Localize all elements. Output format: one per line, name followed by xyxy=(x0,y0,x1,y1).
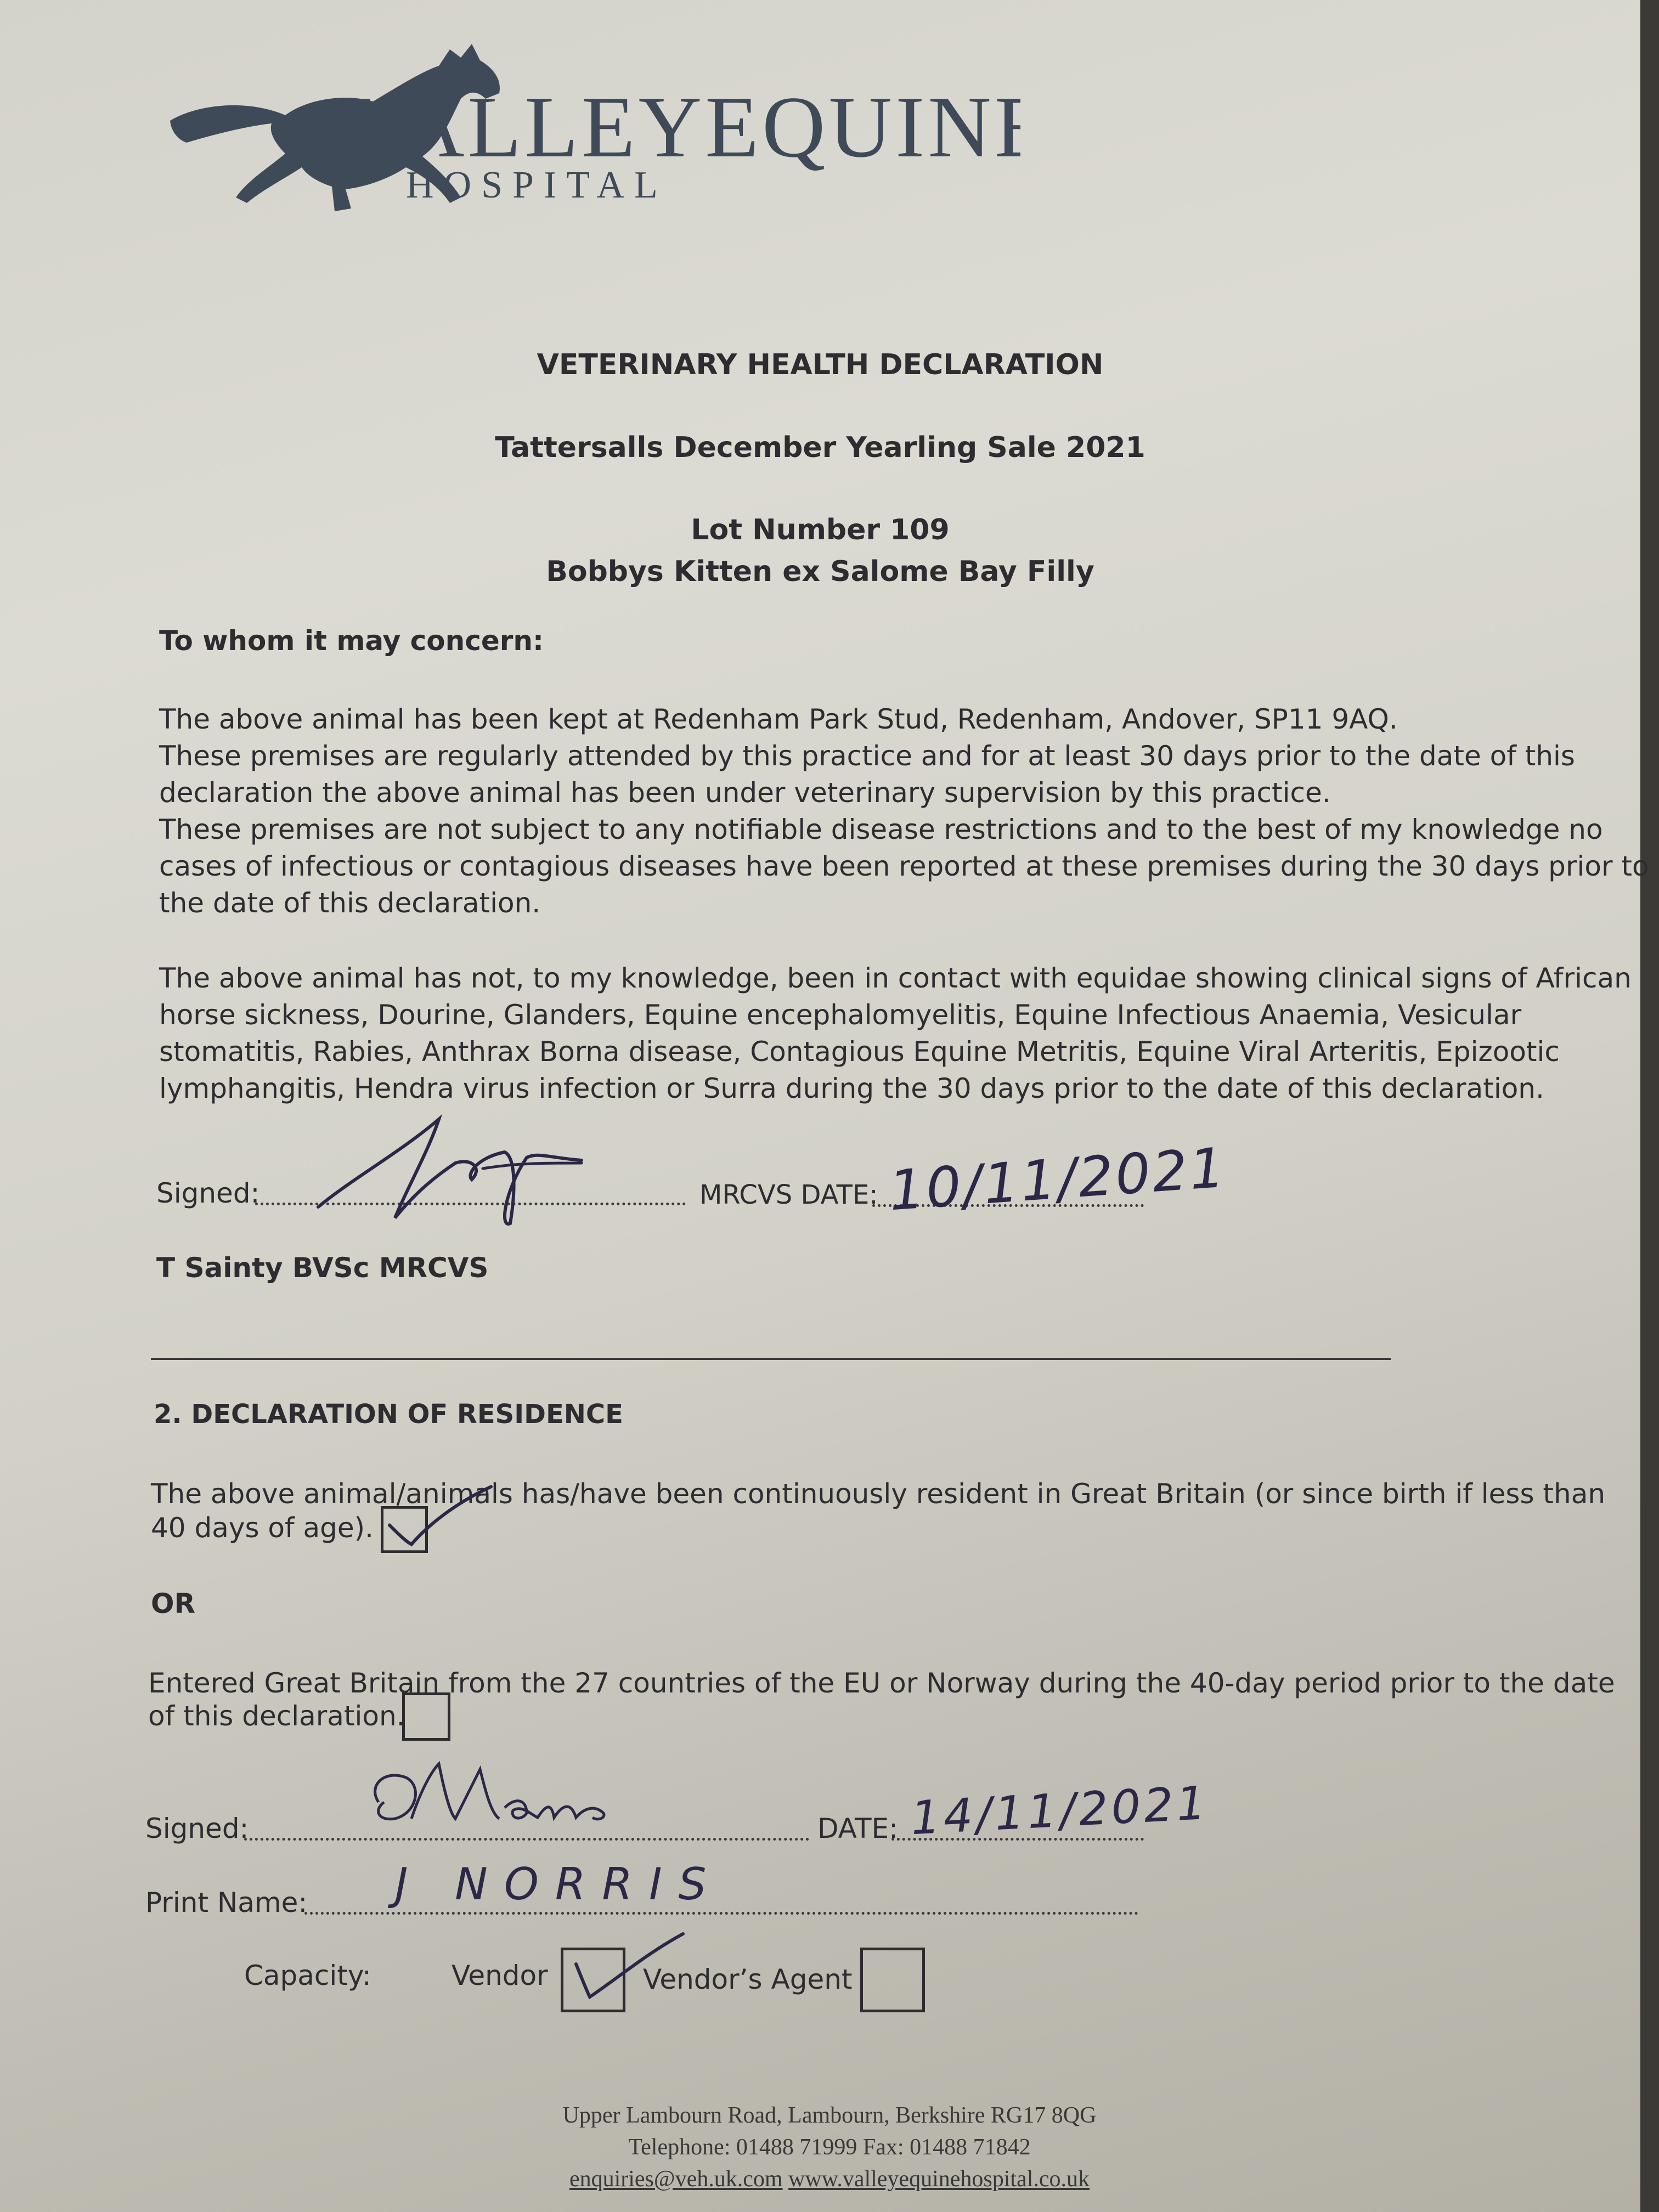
para2-line: lymphangitis, Hendra virus infection or Surra during the 30 days prior to the date of this declaration. xyxy=(159,1073,1544,1104)
footer-contact: Telephone: 01488 71999 Fax: 01488 71842 xyxy=(628,2135,1031,2160)
capacity-label: Capacity: xyxy=(244,1960,371,1991)
logo-text: VALLEYEQUINE xyxy=(346,78,1020,176)
declarant-signature xyxy=(362,1753,658,1846)
footer-address: Upper Lambourn Road, Lambourn, Berkshire RG17 8QG xyxy=(562,2103,1097,2128)
para1-line: These premises are regularly attended by this practice and for at least 30 days prior to the date of this xyxy=(159,740,1575,772)
declarant-date-value: 14/11/2021 xyxy=(909,1775,1211,1846)
footer-website-link[interactable]: www.valleyequinehospital.co.uk xyxy=(788,2166,1090,2192)
vendors-agent-label: Vendor’s Agent xyxy=(643,1963,853,1995)
para2-line: horse sickness, Dourine, Glanders, Equine encephalomyelitis, Equine Infectious Anaemia, Vesicular xyxy=(159,999,1522,1031)
footer-links xyxy=(0,2166,1659,2192)
sale-name: Tattersalls December Yearling Sale 2021 xyxy=(495,431,1146,464)
para1-line: cases of infectious or contagious diseases have been reported at these premises during the 30 days prior to xyxy=(159,850,1649,882)
footer-email-link[interactable]: enquiries@veh.uk.com xyxy=(569,2166,783,2192)
print-name-value: J NORRIS xyxy=(395,1859,723,1910)
document-title: VETERINARY HEALTH DECLARATION xyxy=(537,348,1104,381)
residence-option1-line: 40 days of age). xyxy=(151,1512,374,1544)
checkmark-icon xyxy=(384,1481,494,1553)
para1-line: declaration the above animal has been under veterinary supervision by this practice. xyxy=(159,777,1331,809)
galloping-horse-icon xyxy=(165,38,1020,219)
para1-line: These premises are not subject to any notifiable disease restrictions and to the best of my knowledge no xyxy=(159,814,1603,845)
para1-line: the date of this declaration. xyxy=(159,887,541,919)
vendor-label: Vendor xyxy=(452,1960,548,1991)
para2-line: stomatitis, Rabies, Anthrax Borna disease, Contagious Equine Metritis, Equine Viral Arteritis, Epizootic xyxy=(159,1036,1560,1068)
para1-line: The above animal has been kept at Redenham Park Stud, Redenham, Andover, SP11 9AQ. xyxy=(159,703,1398,735)
declarant-signed-label: Signed: xyxy=(145,1813,249,1844)
section-divider xyxy=(151,1358,1391,1360)
para2-line: The above animal has not, to my knowledge, been in contact with equidae showing clinical signs of African xyxy=(159,962,1632,994)
vet-signature xyxy=(307,1108,592,1234)
residence-option2-line: Entered Great Britain from the 27 countries of the EU or Norway during the 40-day period prior to the date xyxy=(148,1667,1615,1699)
or-label: OR xyxy=(151,1588,196,1620)
print-name-label: Print Name: xyxy=(145,1887,308,1918)
vet-name: T Sainty BVSc MRCVS xyxy=(156,1252,489,1284)
declarant-date-label: DATE: xyxy=(817,1813,898,1844)
page-edge-shadow xyxy=(1640,0,1659,2212)
residence-heading: 2. DECLARATION OF RESIDENCE xyxy=(154,1399,623,1430)
print-name-line xyxy=(304,1912,1138,1915)
horse-name: Bobbys Kitten ex Salome Bay Filly xyxy=(546,555,1094,588)
residence-option2-checkbox[interactable] xyxy=(402,1692,450,1741)
vet-signed-label: Signed: xyxy=(156,1177,260,1209)
logo-subtitle: HOSPITAL xyxy=(406,164,668,206)
mrcvs-date-label: MRCVS DATE: xyxy=(699,1180,878,1210)
residence-option2-line: of this declaration. xyxy=(148,1700,405,1732)
vet-date-value: 10/11/2021 xyxy=(887,1135,1229,1223)
residence-option1-line: The above animal/animals has/have been continuously resident in Great Britain (or since birth if less than xyxy=(151,1478,1606,1510)
vendors-agent-checkbox[interactable] xyxy=(860,1948,925,2012)
salutation: To whom it may concern: xyxy=(159,625,544,657)
valley-equine-logo xyxy=(165,38,1020,219)
lot-number: Lot Number 109 xyxy=(691,514,950,546)
